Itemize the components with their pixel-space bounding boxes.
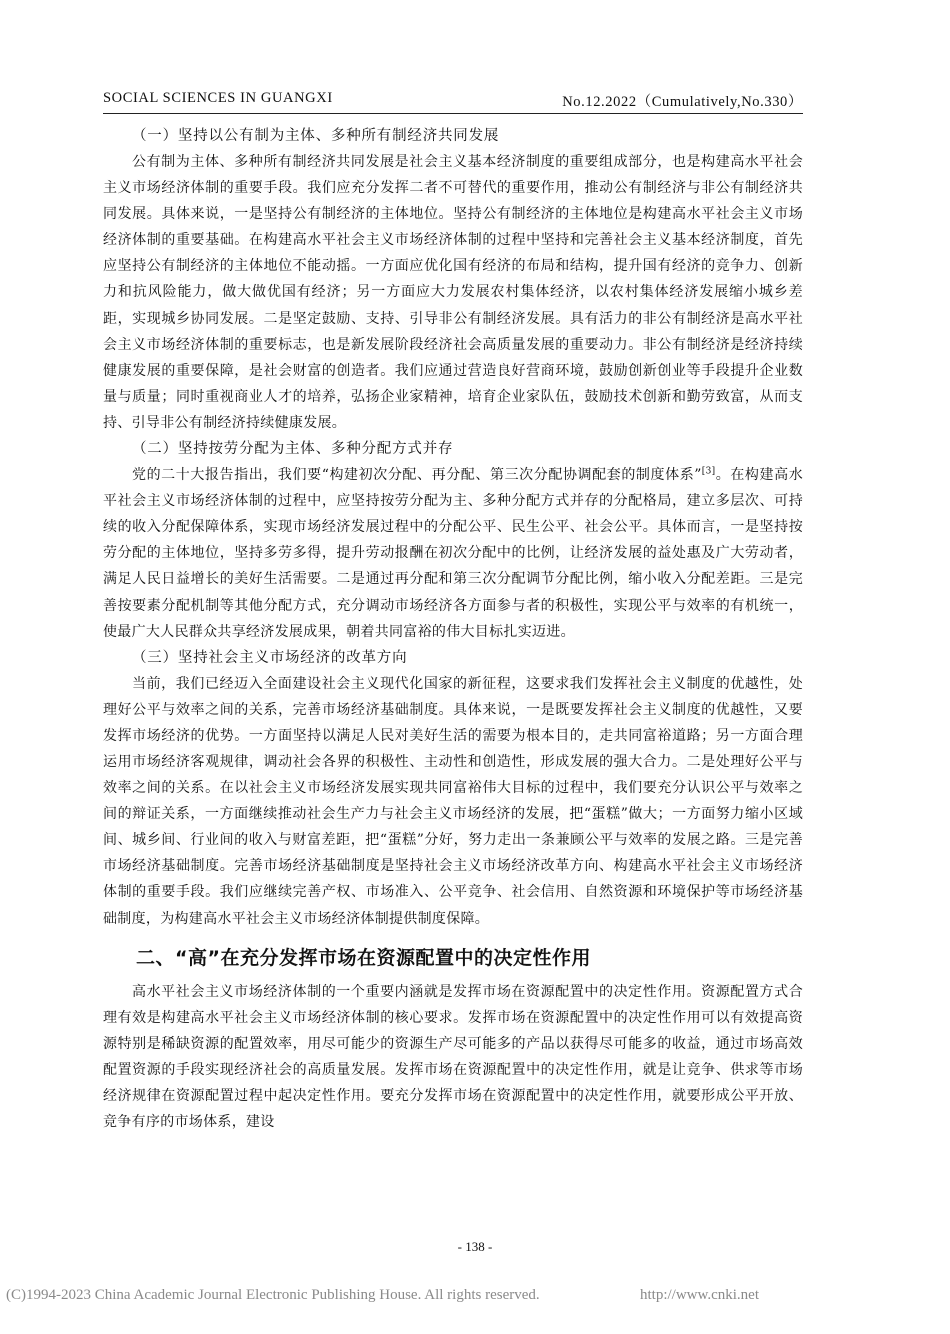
- section-heading-1: （一）坚持以公有制为主体、多种所有制经济共同发展: [132, 128, 500, 144]
- journal-name: SOCIAL SCIENCES IN GUANGXI: [103, 90, 333, 106]
- page-number: - 138 -: [457, 1239, 493, 1254]
- section-paragraph-1: 公有制为主体、多种所有制经济共同发展是社会主义基本经济制度的重要组成部分，也是构建高水平社会主义市场经济体制的重要手段。我们应充分发挥二者不可替代的重要作用，推动公有制经济与非公有制经济共同发展。具体来说，一是坚持公有制经济的主体地位。坚持公有制经济的主体地位是构建高水平社会主义市场经济体制的重要基础。在构建高水平社会主义市场经济体制的过程中坚持和完善社会主义基本经济制度，首先应坚持公有制经济的主体地位不能动摇。一方面应优化国有经济的布局和结构，提升国有经济的竞争力、创新力和抗风险能力，做大做优国有经济；另一方面应大力发展农村集体经济，以农村集体经济发展缩小城乡差距，实现城乡协同发展。二是坚定鼓励、支持、引导非公有制经济发展。具有活力的非公有制经济是高水平社会主义市场经济体制的重要标志，也是新发展阶段经济社会高质量发展的重要动力。非公有制经济是经济持续健康发展的重要保障，是社会财富的创造者。我们应通过营造良好营商环境，鼓励创新创业等手段提升企业数量与质量；同时重视商业人才的培养，弘扬企业家精神，培育企业家队伍，鼓励技术创新和勤劳致富，从而支持、引导非公有制经济持续健康发展。: [103, 154, 803, 431]
- citation-ref: [3]: [701, 466, 716, 477]
- section-heading-2: （二）坚持按劳分配为主体、多种分配方式并存: [132, 441, 454, 458]
- section-heading-3: （三）坚持社会主义市场经济的改革方向: [132, 649, 408, 666]
- header-rule: [103, 113, 803, 114]
- copyright-text: (C)1994-2023 China Academic Journal Electronic Publishing House. All rights reserved.: [6, 1287, 540, 1303]
- article-body: [103, 123, 803, 1135]
- part-paragraph: 高水平社会主义市场经济体制的一个重要内涵就是发挥市场在资源配置中的决定性作用。资源配置方式合理有效是构建高水平社会主义市场经济体制的核心要求。发挥市场在资源配置中的决定性作用可以有效提高资源特别是稀缺资源的配置效率，用尽可能少的资源生产尽可能多的产品以获得尽可能多的收益，通过市场高效配置资源的手段实现经济社会的高质量发展。发挥市场在资源配置中的决定性作用，就是让竞争、供求等市场经济规律在资源配置过程中起决定性作用。要充分发挥市场在资源配置中的决定性作用，就要形成公平开放、竞争有序的市场体系，建设: [103, 983, 803, 1131]
- footer-url: http://www.cnki.net: [640, 1287, 760, 1303]
- section-paragraph-3: 当前，我们已经迈入全面建设社会主义现代化国家的新征程，这要求我们发挥社会主义制度的优越性，处理好公平与效率之间的关系，完善市场经济基础制度。具体来说，一是既要发挥社会主义制度的优越性，又要发挥市场经济的优势。一方面坚持以满足人民对美好生活的需要为根本目的，走共同富裕道路；另一方面合理运用市场经济客观规律，调动社会各界的积极性、主动性和创造性，形成发展的强大合力。二是处理好公平与效率之间的关系。在以社会主义市场经济发展实现共同富裕伟大目标的过程中，我们要充分认识公平与效率之间的辩证关系，一方面继续推动社会生产力与社会主义市场经济的发展，把“蛋糕”做大；一方面努力缩小区域间、城乡间、行业间的收入与财富差距，把“蛋糕”分好，努力走出一条兼顾公平与效率的发展之路。三是完善市场经济基础制度。完善市场经济基础制度是坚持社会主义市场经济改革方向、构建高水平社会主义市场经济体制的重要手段。我们应继续完善产权、市场准入、公平竞争、社会信用、自然资源和环境保护等市场经济基础制度，为构建高水平社会主义市场经济体制提供制度保障。: [103, 675, 803, 927]
- part-heading: 二、“高”在充分发挥市场在资源配置中的决定性作用: [136, 946, 591, 969]
- issue-info: No.12.2022（Cumulatively,No.330）: [562, 94, 803, 110]
- paragraph-text-before-citation: 党的二十大报告指出，我们要“构建初次分配、再分配、第三次分配协调配套的制度体系”: [132, 467, 702, 484]
- running-header: [103, 90, 803, 112]
- paragraph-text-after-citation: 。在构建高水平社会主义市场经济体制的过程中，应坚持按劳分配为主、多种分配方式并存的分配格局，建立多层次、可持续的收入分配保障体系，实现市场经济发展过程中的分配公平、民生公平、社会公平。具体而言，一是坚持按劳分配的主体地位，坚持多劳多得，提升劳动报酬在初次分配中的比例，让经济发展的益处惠及广大劳动者，满足人民日益增长的美好生活需要。二是通过再分配和第三次分配调节分配比例，缩小收入分配差距。三是完善按要素分配机制等其他分配方式，充分调动市场经济各方面参与者的积极性，实现公平与效率的有机统一，使最广大人民群众共享经济发展成果，朝着共同富裕的伟大目标扎实迈进。: [103, 467, 803, 640]
- section-paragraph-2: [103, 462, 803, 645]
